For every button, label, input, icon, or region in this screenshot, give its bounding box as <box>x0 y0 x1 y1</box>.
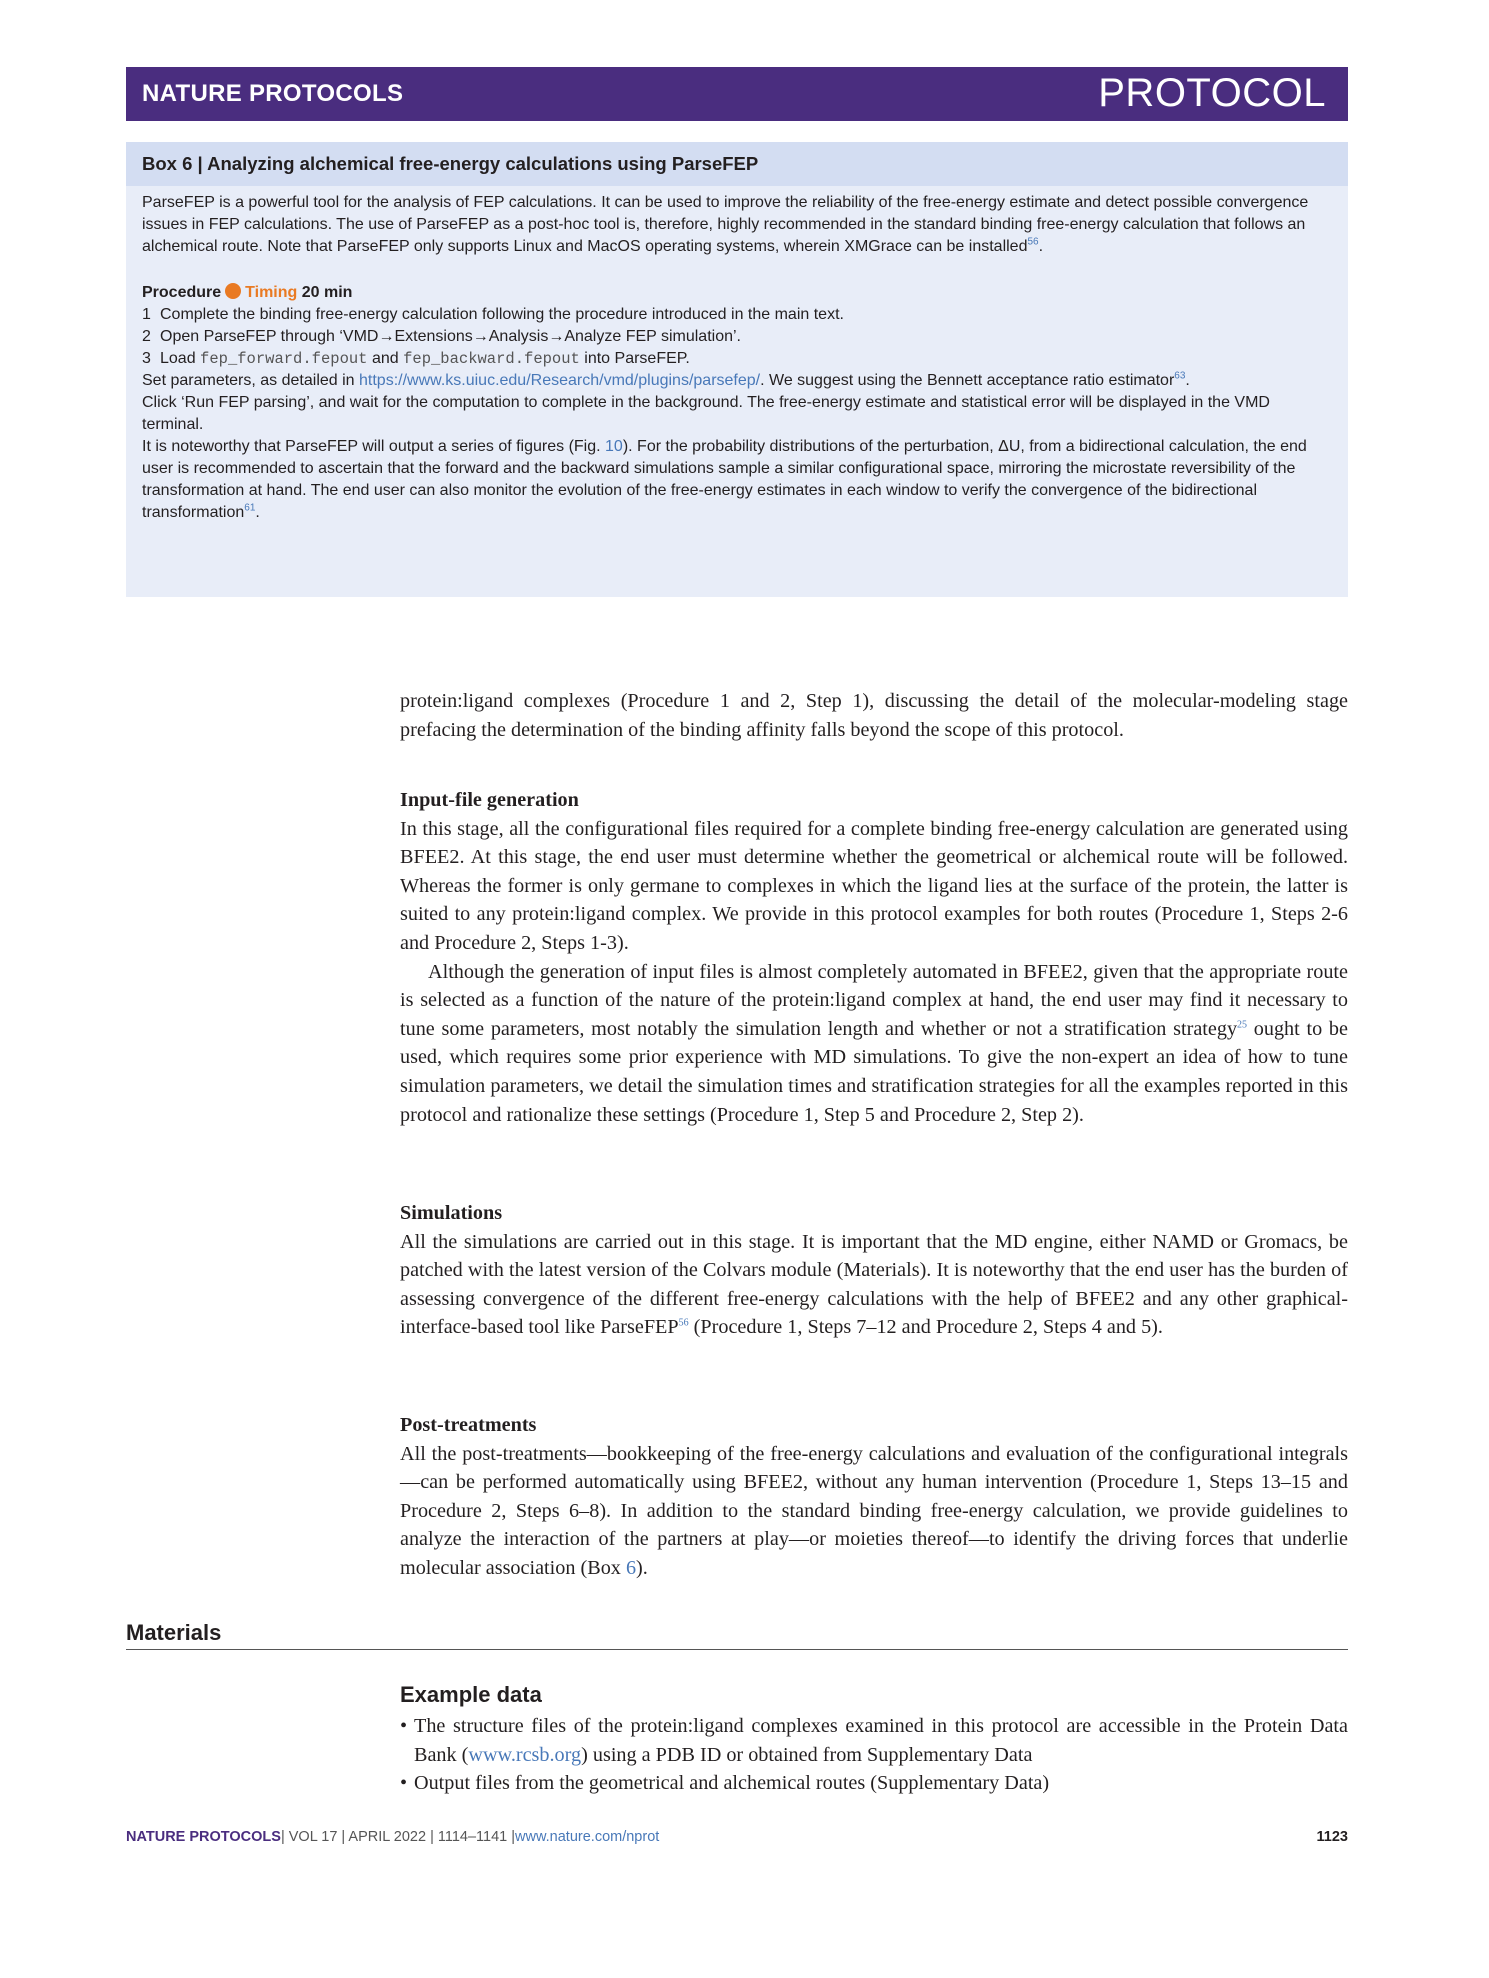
filename: fep_forward.fepout <box>200 350 368 368</box>
section-simulations <box>400 1199 1348 1342</box>
figure-link[interactable]: 10 <box>605 438 623 455</box>
journal-header-bar <box>126 67 1348 121</box>
box-link[interactable]: 6 <box>625 1556 637 1579</box>
procedure-step: 2 Open ParseFEP through ‘VMD→Extensions→Analysis→Analyze FEP simulation’. <box>142 328 741 345</box>
footer-citation: | VOL 17 | APRIL 2022 | 1114–1141 | <box>280 1829 516 1845</box>
box-6 <box>126 142 1348 597</box>
paragraph: All the post-treatments—bookkeeping of the free-energy calculations and evaluation of the configurational integrals—can be performed automatically using BFEE2, without any human intervention (Procedure 1, Steps 13–15 and Procedure 2, Steps 6–8). In addition to the standard binding free-energy calculation, we provide guidelines to analyze the interaction of the partners at play—or moieties thereof—to identify the driving forces that underlie molecular association (Box 6). <box>400 1442 1348 1579</box>
procedure-step: 3 Load fep_forward.fepout and fep_backward.fepout into ParseFEP. <box>142 350 690 368</box>
paragraph: All the simulations are carried out in this stage. It is important that the MD engine, either NAMD or Gromacs, be patched with the latest version of the Colvars module (Materials). It is noteworthy that the end user has the burden of assessing convergence of the different free-energy calculations with the help of BFEE2 and any other graphical-interface-based tool like ParseFEP$^{56}$ (Procedure 1, Steps 7–12 and Procedure 2, Steps 4 and 5). <box>400 1230 1348 1339</box>
box-title: Box 6 | Analyzing alchemical free-energy calculations using ParseFEP <box>126 142 1348 186</box>
list-item: • Output files from the geometrical and alchemical routes (Supplementary Data) <box>400 1769 1348 1798</box>
citation-ref[interactable]: 63 <box>1174 370 1186 382</box>
citation-ref[interactable]: 61 <box>244 502 256 514</box>
materials-heading: Materials <box>126 1620 1348 1650</box>
article-type: PROTOCOL <box>1098 71 1326 115</box>
list-item: • The structure files of the protein:ligand complexes examined in this protocol are accessible in the Protein Data Bank (www.rcsb.org) using a PDB ID or obtained from Supplementary Data <box>400 1712 1348 1769</box>
page-number: 1123 <box>1316 1829 1348 1845</box>
citation-ref[interactable]: 56 <box>678 1317 689 1329</box>
section-input-file-generation <box>400 786 1348 1129</box>
paragraph: In this stage, all the configurational files required for a complete binding free-energy calculation are generated using BFEE2. At this stage, the end user must determine whether the geometrical or alchemical route will be followed. Whereas the former is only germane to complexes in which the ligand lies at the surface of the protein, the latter is suited to any protein:ligand complex. We provide in this protocol examples for both routes (Procedure 1, Steps 2-6 and Procedure 2, Steps 1-3). <box>400 817 1348 954</box>
footer-url[interactable]: www.nature.com/nprot <box>515 1829 660 1845</box>
set-parameters-text: Set parameters, as detailed in https://www.ks.uiuc.edu/Research/vmd/plugins/parsefep/. We suggest using the Bennett acceptance ratio estimator$^{63}$. <box>142 370 1190 389</box>
timing-dot-icon <box>225 283 241 299</box>
subsection-heading: Input-file generation <box>400 789 579 811</box>
section-post-treatments <box>400 1411 1348 1583</box>
example-data-heading: Example data <box>400 1682 542 1707</box>
bullet-icon: • <box>400 1772 408 1795</box>
citation-ref[interactable]: 25 <box>1237 1019 1248 1031</box>
noteworthy-text: It is noteworthy that ParseFEP will output a series of figures (Fig. 10). For the probability distributions of the perturbation, ΔU, from a bidirectional calculation, the end user is recommended to ascertain that the forward and the backward simulations sample a similar configurational space, mirroring the microstate reversibility of the transformation at hand. The end user can also monitor the evolution of the free-energy estimates in each window to verify the convergence of the bidirectional transformation$^{61}$. <box>142 438 1307 521</box>
paragraph: Although the generation of input files is almost completely automated in BFEE2, given that the appropriate route is selected as a function of the nature of the protein:ligand complex at hand, the end user may find it necessary to tune some parameters, most notably the simulation length and whether or not a stratification strategy$^{25}$ ought to be used, which requires some prior experience with MD simulations. To give the non-expert an idea of how to tune simulation parameters, we detail the simulation times and stratification strategies for all the examples reported in this protocol and rationalize these settings (Procedure 1, Step 5 and Procedure 2, Step 2). <box>400 960 1348 1126</box>
subsection-heading: Post-treatments <box>400 1414 537 1436</box>
citation-ref[interactable]: 56 <box>1027 236 1039 248</box>
subsection-heading: Simulations <box>400 1202 503 1224</box>
rcsb-link[interactable]: www.rcsb.org <box>468 1743 582 1766</box>
procedure-heading: Procedure Timing 20 min <box>142 284 353 301</box>
procedure-step: 1 Complete the binding free-energy calculation following the procedure introduced in the main text. <box>142 306 844 323</box>
journal-name: NATURE PROTOCOLS <box>142 80 404 107</box>
main-text-continuation <box>400 687 1348 744</box>
bullet-icon: • <box>400 1715 408 1737</box>
run-parsing-text: Click ‘Run FEP parsing’, and wait for the computation to complete in the background. The free-energy estimate and statistical error will be displayed in the VMD terminal. <box>142 394 1270 433</box>
footer-journal: NATURE PROTOCOLS <box>126 1829 281 1845</box>
example-data-list <box>400 1712 1348 1798</box>
paragraph: protein:ligand complexes (Procedure 1 and 2, Step 1), discussing the detail of the molecular-modeling stage prefacing the determination of the binding affinity falls beyond the scope of this protocol. <box>400 690 1348 741</box>
box-intro: ParseFEP is a powerful tool for the analysis of FEP calculations. It can be used to improve the reliability of the free-energy estimate and detect possible convergence issues in FEP calculations. The use of ParseFEP as a post-hoc tool is, therefore, highly recommended in the standard binding free-energy calculation that follows an alchemical route. Note that ParseFEP only supports Linux and MacOS operating systems, wherein XMGrace can be installed$^{56}$. <box>142 194 1309 255</box>
page-footer <box>126 1829 1348 1845</box>
parsefep-link[interactable]: https://www.ks.uiuc.edu/Research/vmd/plugins/parsefep/ <box>359 372 761 389</box>
filename: fep_backward.fepout <box>403 350 580 368</box>
